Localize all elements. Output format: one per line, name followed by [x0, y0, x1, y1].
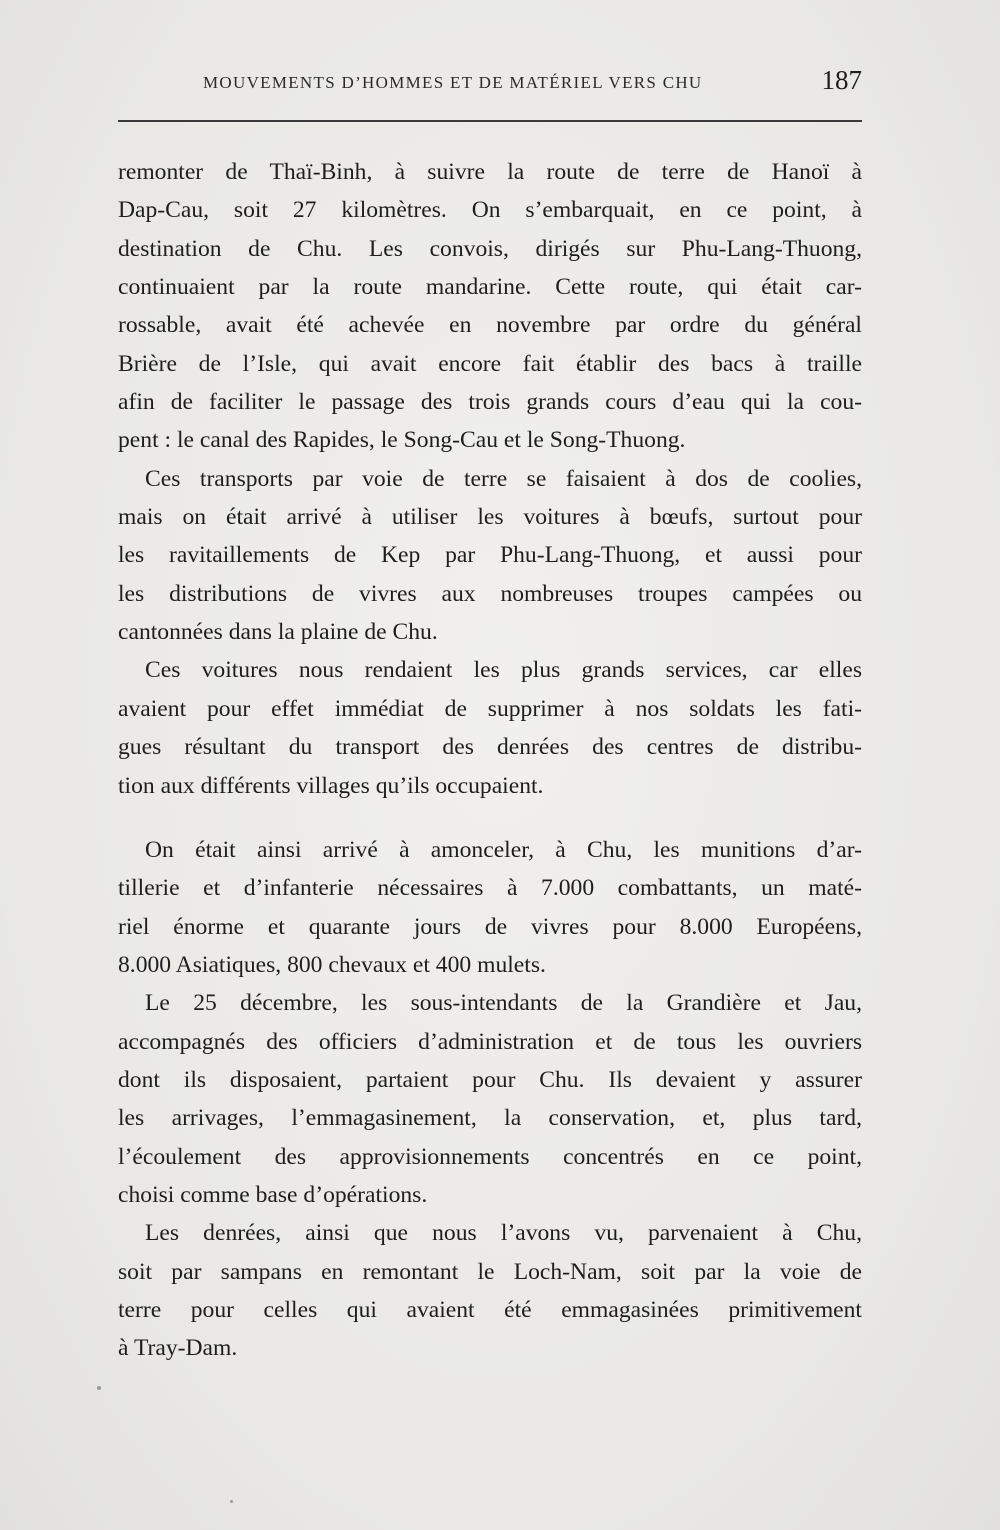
paragraph [118, 153, 862, 460]
text-line: Ces voitures nous rendaient les plus grands services, car elles [145, 657, 862, 684]
text-line: les distributions de vivres aux nombreuses troupes campées ou [118, 580, 862, 607]
body-text [118, 153, 862, 1368]
text-line: avaient pour effet immédiat de supprimer à nos soldats les fati- [118, 695, 862, 722]
paper-speck [97, 1386, 101, 1390]
paragraph [118, 460, 862, 652]
text-line: On était ainsi arrivé à amonceler, à Chu, les munitions d’ar- [145, 836, 862, 863]
text-line: les ravitaillements de Kep par Phu-Lang-Thuong, et aussi pour [118, 542, 862, 569]
text-line: pent : le canal des Rapides, le Song-Cau et le Song-Thuong. [118, 427, 686, 454]
section-gap [118, 805, 862, 831]
text-line: mais on était arrivé à utiliser les voitures à bœufs, surtout pour [118, 504, 862, 531]
text-line: choisi comme base d’opérations. [118, 1181, 428, 1208]
text-line: les arrivages, l’emmagasinement, la conservation, et, plus tard, [118, 1105, 862, 1132]
paragraph [118, 1214, 862, 1367]
text-line: cantonnées dans la plaine de Chu. [118, 619, 438, 646]
text-line: accompagnés des officiers d’administration et de tous les ouvriers [118, 1028, 862, 1055]
text-line: terre pour celles qui avaient été emmagasinées primitivement [118, 1296, 862, 1323]
running-head: MOUVEMENTS D’HOMMES ET DE MATÉRIEL VERS CHU [203, 73, 703, 92]
text-line: Les denrées, ainsi que nous l’avons vu, parvenaient à Chu, [145, 1220, 862, 1247]
text-line: continuaient par la route mandarine. Cette route, qui était car- [118, 274, 862, 301]
text-line: l’écoulement des approvisionnements concentrés en ce point, [118, 1143, 862, 1170]
text-line: gues résultant du transport des denrées des centres de distribu- [118, 734, 862, 761]
paragraph [118, 651, 862, 804]
text-line: 8.000 Asiatiques, 800 chevaux et 400 mulets. [118, 951, 546, 978]
paragraph [118, 831, 862, 984]
text-line: dont ils disposaient, partaient pour Chu. Ils devaient y assurer [118, 1066, 862, 1093]
text-line: destination de Chu. Les convois, dirigés sur Phu-Lang-Thuong, [118, 235, 862, 262]
text-line: Dap-Cau, soit 27 kilomètres. On s’embarquait, en ce point, à [118, 197, 862, 224]
paper-speck [230, 1500, 233, 1503]
text-line: afin de faciliter le passage des trois grands cours d’eau qui la cou- [118, 389, 862, 416]
page-header [118, 62, 862, 102]
text-line: rossable, avait été achevée en novembre par ordre du général [118, 312, 862, 339]
header-rule [118, 120, 862, 122]
text-line: riel énorme et quarante jours de vivres pour 8.000 Européens, [118, 913, 862, 940]
text-line: soit par sampans en remontant le Loch-Nam, soit par la voie de [118, 1258, 862, 1285]
text-line: Brière de l’Isle, qui avait encore fait établir des bacs à traille [118, 350, 862, 377]
paragraph [118, 984, 862, 1214]
text-line: Ces transports par voie de terre se faisaient à dos de coolies, [145, 465, 862, 492]
page-number: 187 [821, 65, 862, 95]
text-line: remonter de Thaï-Binh, à suivre la route de terre de Hanoï à [118, 159, 862, 185]
text-line: Le 25 décembre, les sous-intendants de la Grandière et Jau, [145, 990, 862, 1017]
text-line: tion aux différents villages qu’ils occupaient. [118, 772, 544, 799]
text-line: tillerie et d’infanterie nécessaires à 7.000 combattants, un maté- [118, 875, 862, 902]
text-line: à Tray-Dam. [118, 1335, 238, 1362]
